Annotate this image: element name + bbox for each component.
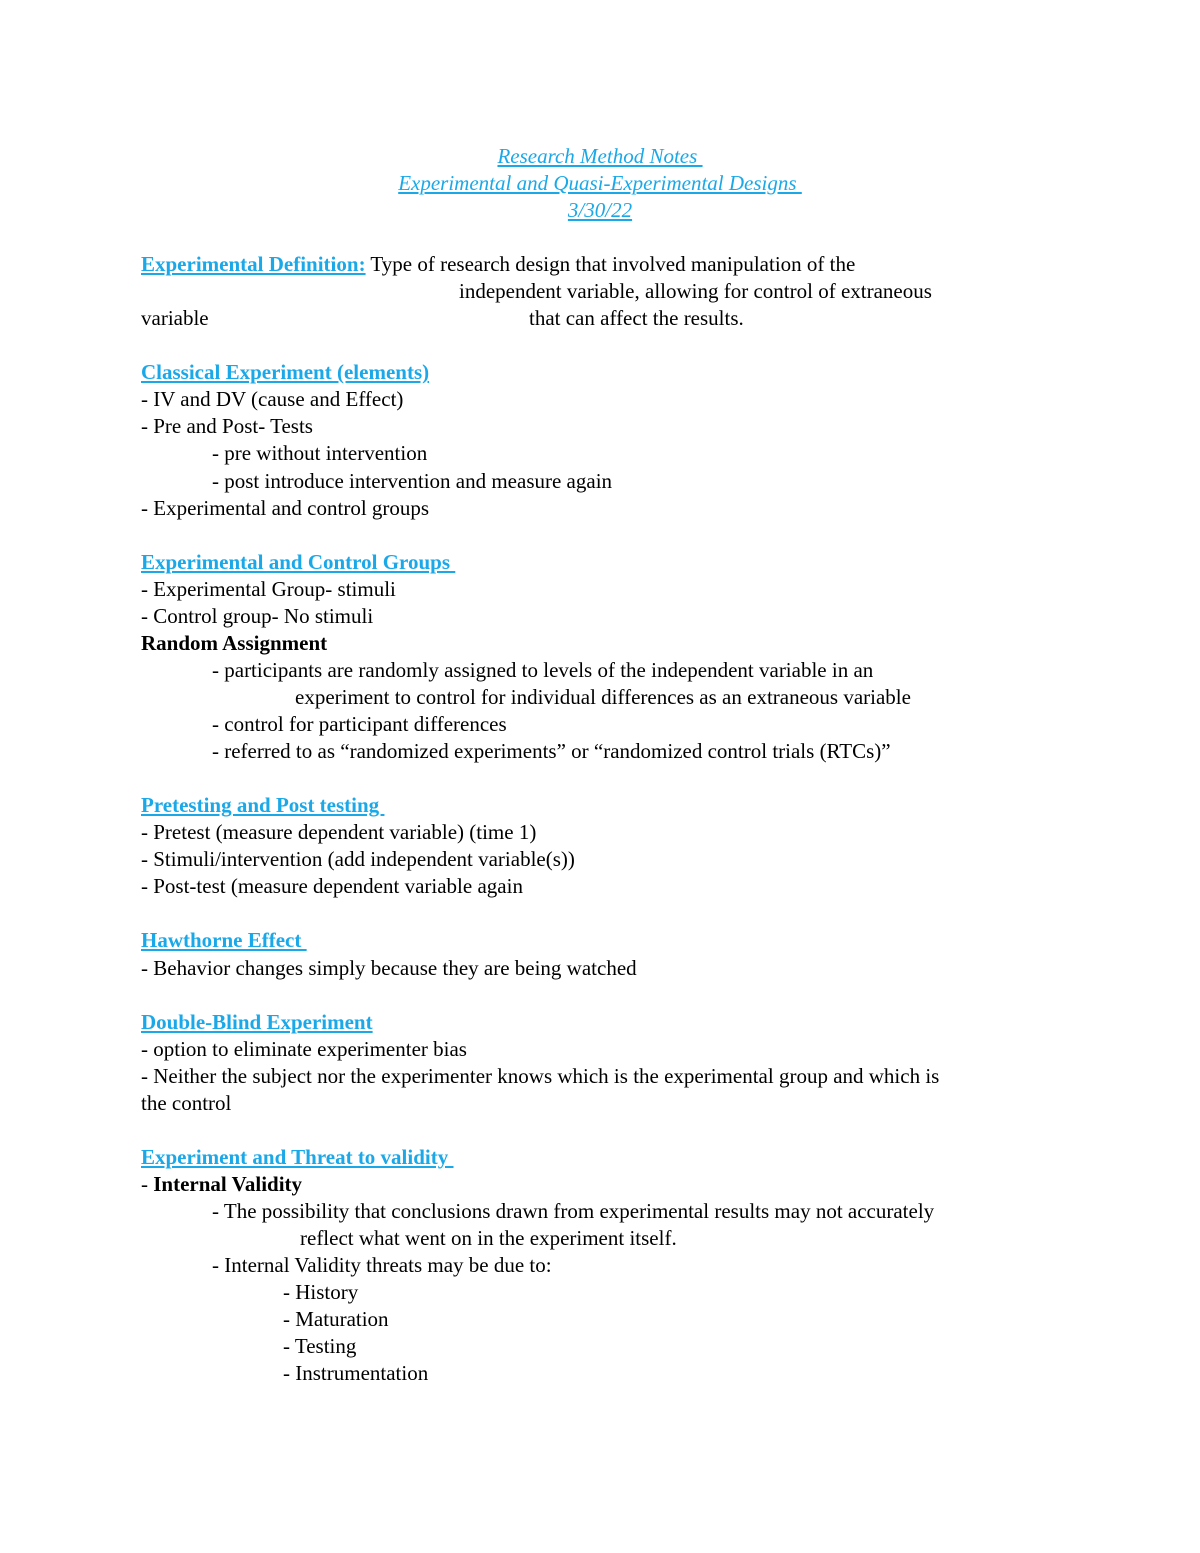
list-item: - IV and DV (cause and Effect) [141, 387, 404, 411]
list-item: - Behavior changes simply because they are being watched [141, 956, 637, 980]
document-subtitle: Experimental and Quasi-Experimental Designs [398, 171, 802, 195]
subheading-random-assignment: Random Assignment [141, 631, 328, 655]
definition-text-3a: variable [141, 306, 209, 330]
list-item: - History [283, 1280, 359, 1304]
document-date: 3/30/22 [567, 198, 633, 222]
section-heading-pretesting: Pretesting and Post testing [141, 793, 385, 817]
list-item: - Neither the subject nor the experimenter knows which is the experimental group and which is [141, 1064, 940, 1088]
definition-label: Experimental Definition: [141, 252, 366, 276]
list-item: - post introduce intervention and measure again [212, 469, 613, 493]
internal-validity-line [141, 1171, 302, 1198]
list-item: - Experimental and control groups [141, 496, 430, 520]
definition-text-3b: that can affect the results. [529, 306, 744, 330]
list-item: the control [141, 1091, 232, 1115]
list-item: - Stimuli/intervention (add independent variable(s)) [141, 847, 575, 871]
subheading-internal-validity: Internal Validity [153, 1172, 303, 1196]
list-item: - pre without intervention [212, 441, 428, 465]
bullet-prefix: - [141, 1172, 154, 1196]
section-heading-threat: Experiment and Threat to validity [141, 1145, 454, 1169]
list-item: - referred to as “randomized experiments” or “randomized control trials (RTCs)” [212, 739, 891, 763]
section-heading-hawthorne: Hawthorne Effect [141, 928, 307, 952]
list-item: - Pretest (measure dependent variable) (time 1) [141, 820, 537, 844]
list-item: - control for participant differences [212, 712, 507, 736]
list-item: - Experimental Group- stimuli [141, 577, 396, 601]
definition-text-2: independent variable, allowing for control of extraneous [459, 279, 932, 303]
document-title: Research Method Notes [497, 144, 703, 168]
list-item: - Testing [283, 1334, 357, 1358]
list-item: - Post-test (measure dependent variable again [141, 874, 523, 898]
list-item: - option to eliminate experimenter bias [141, 1037, 467, 1061]
list-item: - The possibility that conclusions drawn from experimental results may not accurately [212, 1199, 935, 1223]
list-item: - Instrumentation [283, 1361, 429, 1385]
list-item: - Internal Validity threats may be due to: [212, 1253, 552, 1277]
definition-text: Type of research design that involved manipulation of the [365, 252, 856, 276]
list-item: - participants are randomly assigned to levels of the independent variable in an [212, 658, 874, 682]
section-heading-groups: Experimental and Control Groups [141, 550, 456, 574]
list-item: experiment to control for individual differences as an extraneous variable [295, 685, 911, 709]
section-heading-double-blind: Double-Blind Experiment [141, 1010, 373, 1034]
list-item: - Maturation [283, 1307, 389, 1331]
definition-line [141, 251, 855, 278]
section-heading-classical: Classical Experiment (elements) [141, 360, 430, 384]
list-item: - Pre and Post- Tests [141, 414, 313, 438]
list-item: reflect what went on in the experiment itself. [300, 1226, 677, 1250]
list-item: - Control group- No stimuli [141, 604, 374, 628]
